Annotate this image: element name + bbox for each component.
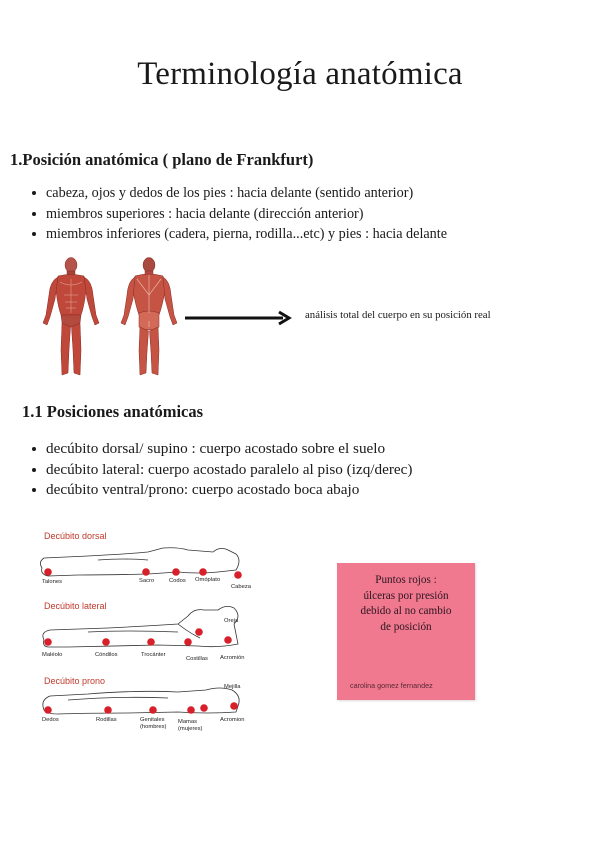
pressure-point — [200, 704, 208, 712]
note-line: de posición — [380, 620, 432, 633]
label-hombres: (hombres) — [140, 724, 167, 730]
pressure-point — [44, 706, 52, 714]
label-mamas: Mamas — [178, 719, 198, 725]
label-condilos: Cóndilos — [95, 652, 118, 658]
note-line: úlceras por presión — [363, 589, 449, 602]
label-sacro: Sacro — [139, 578, 155, 584]
page-title: Terminología anatómica — [137, 56, 463, 92]
label-dedos: Dedos — [42, 717, 59, 723]
label-costillas: Costillas — [186, 656, 208, 662]
pressure-point — [147, 638, 155, 646]
body-outline-dorsal — [40, 548, 239, 576]
list-item: miembros inferiores (cadera, pierna, rodilla...etc) y pies : hacia delante — [32, 224, 447, 245]
pressure-point — [224, 636, 232, 644]
pressure-point — [184, 638, 192, 646]
label-rodillas: Rodillas — [96, 717, 117, 723]
pressure-point — [172, 568, 180, 576]
section-heading-posiciones: 1.1 Posiciones anatómicas — [22, 402, 204, 421]
pressure-point — [234, 571, 242, 579]
sticky-note — [337, 563, 475, 700]
diagram-title-dorsal: Decúbito dorsal — [44, 531, 107, 541]
list-item: decúbito lateral: cuerpo acostado paralelo al piso (izq/derec) — [32, 460, 412, 481]
note-text — [343, 573, 469, 635]
label-maleolo: Maléolo — [42, 652, 63, 658]
body-outline-prono — [43, 688, 239, 714]
pressure-point — [230, 702, 238, 710]
label-genitales: Genitales — [140, 717, 165, 723]
list-item: miembros superiores : hacia delante (dirección anterior) — [32, 204, 447, 225]
label-codos: Codos — [169, 578, 186, 584]
anatomy-front-figure — [40, 255, 102, 380]
diagram-title-prono: Decúbito prono — [44, 676, 106, 686]
arrow-caption: análisis total del cuerpo en su posición real — [305, 309, 491, 321]
pressure-point — [195, 628, 203, 636]
label-oreja: Oreja — [224, 618, 239, 624]
pressure-point — [44, 638, 52, 646]
label-talones: Talones — [42, 579, 62, 585]
note-author: carolina gomez fernandez — [350, 681, 433, 690]
pressure-point — [142, 568, 150, 576]
label-omoplato: Omóplato — [195, 577, 221, 583]
list-item: cabeza, ojos y dedos de los pies : hacia delante (sentido anterior) — [32, 183, 447, 204]
label-mejilla: Mejilla — [224, 684, 241, 690]
list-item: decúbito ventral/prono: cuerpo acostado boca abajo — [32, 480, 412, 501]
list-item: decúbito dorsal/ supino : cuerpo acostado sobre el suelo — [32, 439, 412, 460]
bullet-list-posiciones — [32, 439, 412, 501]
bullet-list-posicion — [32, 183, 447, 245]
label-acromion: Acromión — [220, 655, 245, 661]
pressure-point — [149, 706, 157, 714]
pressure-point — [44, 568, 52, 576]
anatomy-back-figure — [118, 255, 180, 380]
pressure-point — [187, 706, 195, 714]
pressure-point — [199, 568, 207, 576]
body-outline-lateral — [43, 606, 238, 647]
label-mujeres: (mujeres) — [178, 726, 203, 732]
arrow-right-icon — [183, 310, 293, 326]
diagram-title-lateral: Decúbito lateral — [44, 601, 107, 611]
note-line: Puntos rojos : — [375, 574, 437, 586]
pressure-points-diagram — [28, 520, 258, 735]
label-acromion-prono: Acromion — [220, 717, 245, 723]
pressure-point — [104, 706, 112, 714]
section-heading-posicion-anatomica: 1.Posición anatómica ( plano de Frankfurt) — [10, 150, 314, 169]
label-cabeza: Cabeza — [231, 584, 251, 590]
pressure-point — [102, 638, 110, 646]
label-trocanter: Trocánter — [141, 652, 166, 658]
note-line: debido al no cambio — [360, 605, 452, 617]
